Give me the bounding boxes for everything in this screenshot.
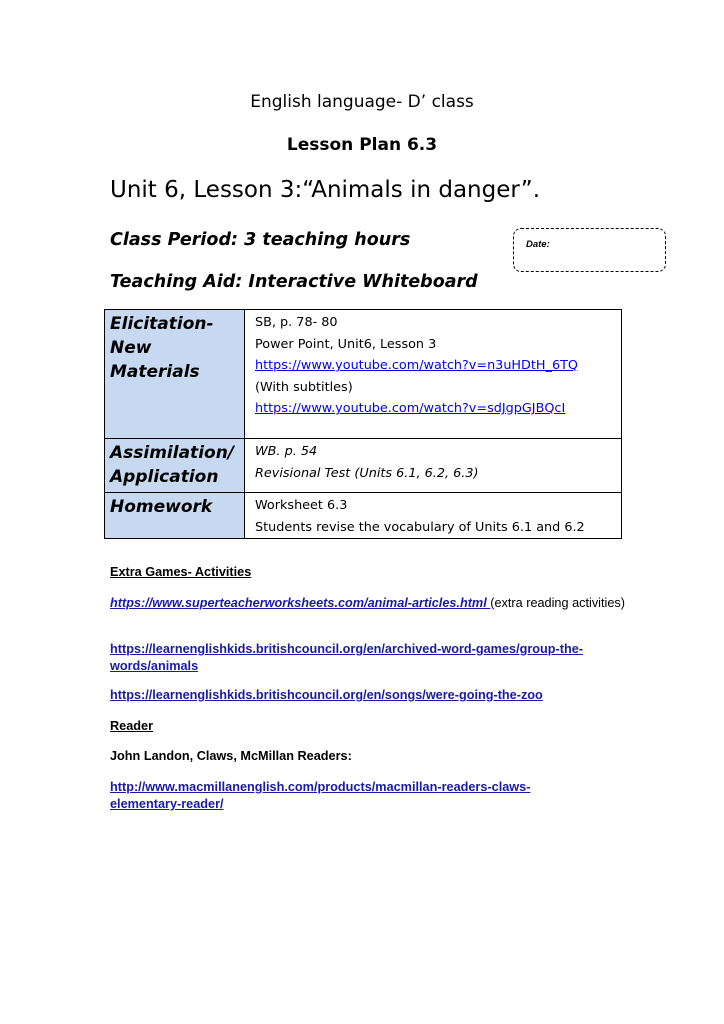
teaching-aid: Teaching Aid: Interactive Whiteboard — [110, 272, 478, 292]
header-line: English language- D’ class — [250, 92, 474, 112]
link1-note: (extra reading activities) — [490, 596, 625, 610]
date-label: Date: — [526, 239, 550, 250]
content-line: Students revise the vocabulary of Units 6.1 and 6.2 — [255, 519, 585, 535]
row-label-line: Homework — [110, 497, 213, 517]
content-line: Revisional Test (Units 6.1, 6.2, 6.3) — [255, 465, 479, 481]
youtube-link-1[interactable]: https://www.youtube.com/watch?v=n3uHDtH_6TQ — [255, 358, 578, 373]
extra-link-paragraph-1 — [110, 595, 630, 612]
row-label-line: Assimilation/ — [110, 443, 235, 463]
class-period: Class Period: 3 teaching hours — [110, 230, 411, 250]
lesson-plan-title: Lesson Plan 6.3 — [286, 135, 438, 155]
row-content-homework — [245, 493, 622, 539]
row-label-assimilation — [105, 439, 245, 493]
content-line: SB, p. 78- 80 — [255, 315, 338, 330]
table-row — [105, 310, 622, 439]
reader-heading: Reader — [110, 719, 154, 733]
content-line: Worksheet 6.3 — [255, 498, 348, 513]
lesson-plan-table — [104, 309, 622, 539]
row-content-elicitation — [245, 310, 622, 439]
british-council-zoo-song-link[interactable]: https://learnenglishkids.britishcouncil.org/en/songs/were-going-the-zoo — [110, 688, 543, 702]
row-label-elicitation — [105, 310, 245, 439]
extra-games-heading: Extra Games- Activities — [110, 565, 252, 579]
row-label-line: New — [110, 338, 152, 358]
macmillan-reader-link[interactable]: http://www.macmillanenglish.com/products/macmillan-readers-claws-elementary-reader/ — [110, 780, 531, 811]
content-line: Power Point, Unit6, Lesson 3 — [255, 336, 437, 352]
youtube-link-2[interactable]: https://www.youtube.com/watch?v=sdJgpGJBQcI — [255, 401, 566, 416]
row-label-line: Materials — [110, 362, 200, 382]
superteacher-link[interactable]: https://www.superteacherworksheets.com/animal-articles.html — [110, 596, 491, 610]
row-content-assimilation — [245, 439, 622, 493]
table-row — [105, 439, 622, 493]
date-box[interactable] — [513, 228, 666, 272]
reader-text: John Landon, Claws, McMillan Readers: — [110, 749, 352, 763]
row-label-homework — [105, 493, 245, 539]
row-label-line: Application — [110, 467, 219, 487]
content-line: (With subtitles) — [255, 379, 353, 395]
unit-title: Unit 6, Lesson 3:“Animals in danger”. — [110, 177, 541, 203]
table-row — [105, 493, 622, 539]
row-label-line: Elicitation- — [110, 314, 214, 334]
british-council-group-words-link[interactable]: https://learnenglishkids.britishcouncil.org/en/archived-word-games/group-the-words/animals — [110, 642, 584, 673]
content-line: WB. p. 54 — [255, 444, 318, 459]
